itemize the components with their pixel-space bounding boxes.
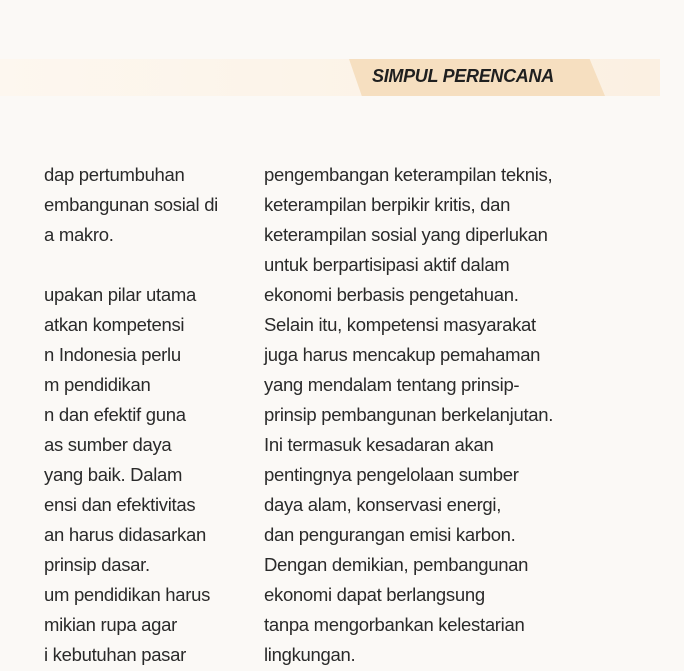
body-text-line: ekonomi dapat berlangsung: [264, 584, 485, 605]
body-text-line: ensi dan efektivitas: [44, 494, 196, 515]
body-text-line: Dengan demikian, pembangunan: [264, 554, 529, 575]
body-text-line: pengembangan keterampilan teknis,: [264, 164, 553, 185]
body-text-line: tanpa mengorbankan kelestarian: [264, 614, 525, 635]
body-text-line: yang mendalam tentang prinsip-: [264, 374, 520, 395]
body-text-line: keterampilan sosial yang diperlukan: [264, 224, 548, 245]
body-text-line: lingkungan.: [264, 644, 356, 665]
body-text-line: a makro.: [44, 224, 114, 245]
body-text-line: m pendidikan: [44, 374, 151, 395]
body-text-line: upakan pilar utama: [44, 284, 196, 305]
paragraph-gap: [44, 250, 218, 280]
body-text-line: daya alam, konservasi energi,: [264, 494, 502, 515]
body-text-line: juga harus mencakup pemahaman: [264, 344, 541, 365]
body-text-line: as sumber daya: [44, 434, 172, 455]
body-text-line: yang baik. Dalam: [44, 464, 183, 485]
body-text-line: um pendidikan harus: [44, 584, 211, 605]
body-text-line: Ini termasuk kesadaran akan: [264, 434, 494, 455]
body-text-line: untuk berpartisipasi aktif dalam: [264, 254, 510, 275]
body-text-line: an harus didasarkan: [44, 524, 206, 545]
body-text-line: pentingnya pengelolaan sumber: [264, 464, 519, 485]
body-text-line: i kebutuhan pasar: [44, 644, 186, 665]
body-text-line: dan pengurangan emisi karbon.: [264, 524, 516, 545]
left-text-column: [44, 160, 218, 670]
body-text-line: n dan efektif guna: [44, 404, 186, 425]
body-text-line: mikian rupa agar: [44, 614, 177, 635]
body-text-line: Selain itu, kompetensi masyarakat: [264, 314, 536, 335]
body-text-line: atkan kompetensi: [44, 314, 185, 335]
body-text-line: embangunan sosial di: [44, 194, 218, 215]
body-text-line: dap pertumbuhan: [44, 164, 185, 185]
right-text-column: [264, 160, 553, 670]
body-text-line: prinsip pembangunan berkelanjutan.: [264, 404, 554, 425]
body-text-line: n Indonesia perlu: [44, 344, 181, 365]
section-label: SIMPUL PERENCANA: [372, 66, 554, 86]
body-text-line: prinsip dasar.: [44, 554, 150, 575]
body-text-line: ekonomi berbasis pengetahuan.: [264, 284, 519, 305]
body-text-line: keterampilan berpikir kritis, dan: [264, 194, 511, 215]
